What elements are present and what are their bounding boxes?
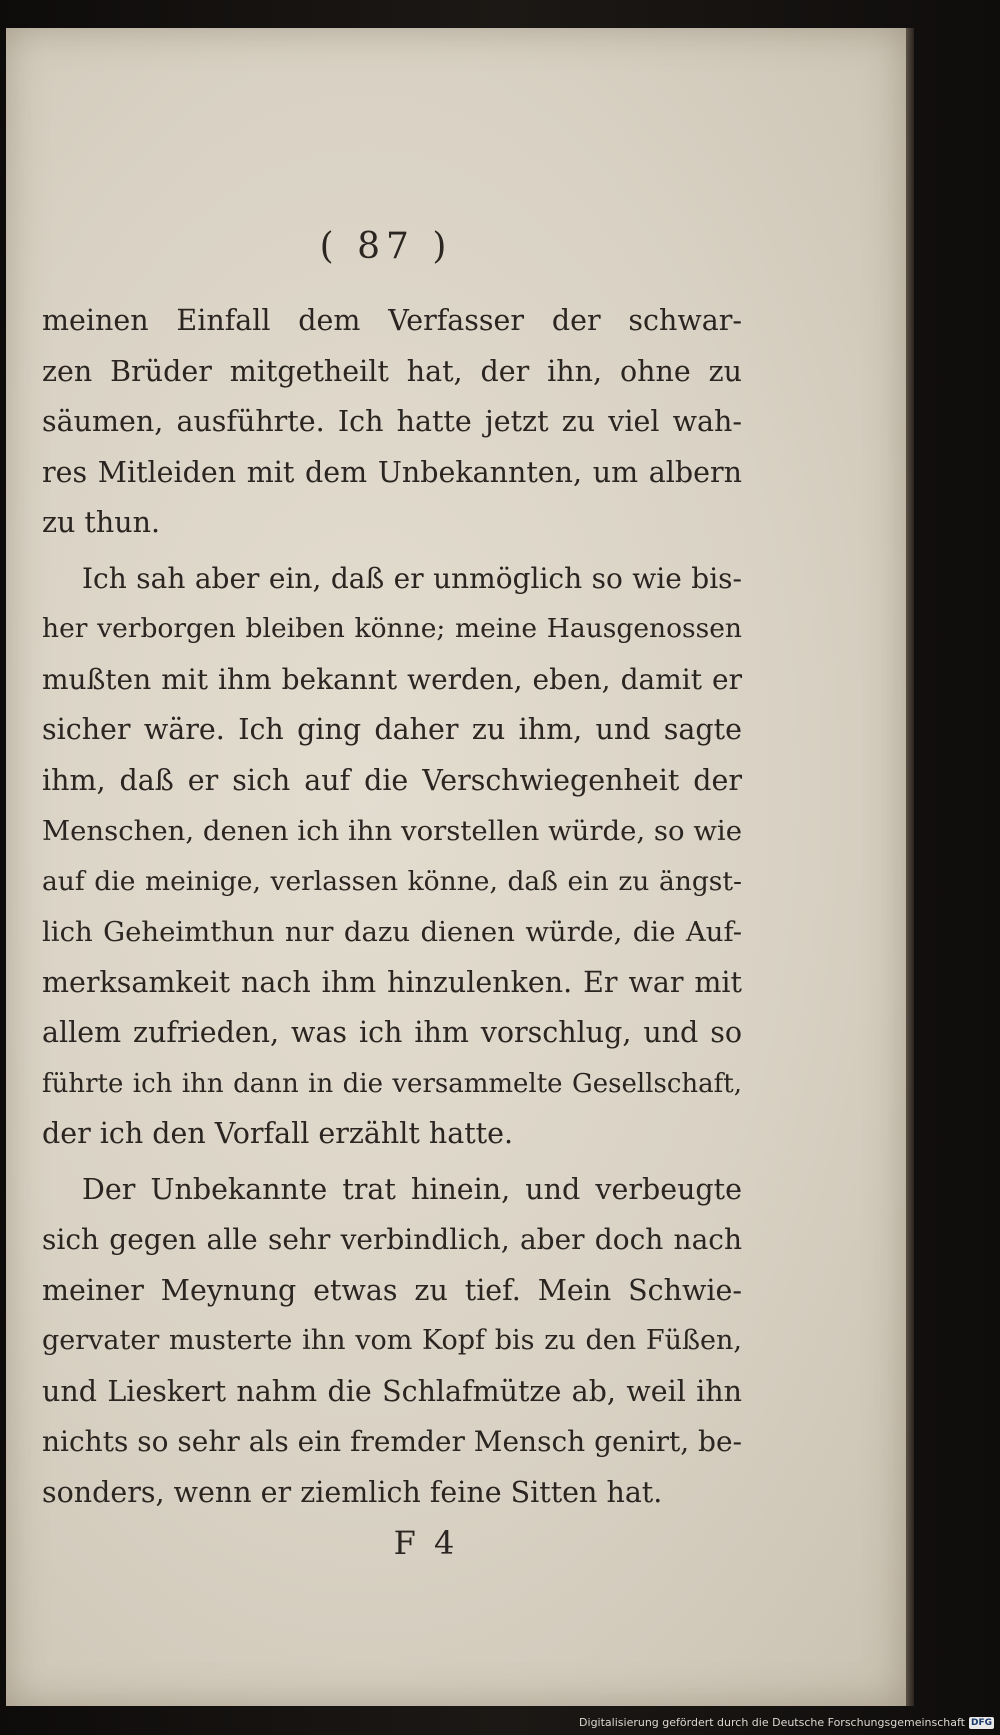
text-line: meiner Meynung etwas zu tief. Mein Schwie- bbox=[42, 1273, 742, 1307]
text-line: und Lieskert nahm die Schlafmütze ab, weil ihn bbox=[42, 1374, 742, 1408]
text-line: ihm, daß er sich auf die Verschwiegenheit der bbox=[42, 763, 742, 797]
text-line: Ich sah aber ein, daß er unmöglich so wie bis- bbox=[82, 561, 742, 595]
page-edge bbox=[906, 28, 914, 1706]
page-number-header: ( 87 ) bbox=[319, 226, 453, 267]
text-line: gervater musterte ihn vom Kopf bis zu den Füßen, bbox=[42, 1325, 742, 1356]
text-line: allem zufrieden, was ich ihm vorschlug, und so bbox=[42, 1016, 742, 1049]
text-line: mußten mit ihm bekannt werden, eben, damit er bbox=[42, 662, 742, 696]
text-line: zu thun. bbox=[42, 506, 161, 539]
text-line: auf die meinige, verlassen könne, daß ein zu ängst- bbox=[42, 865, 742, 897]
text-line: sich gegen alle sehr verbindlich, aber doch nach bbox=[42, 1223, 742, 1256]
text-line: sonders, wenn er ziemlich feine Sitten hat. bbox=[42, 1475, 663, 1509]
text-line: meinen Einfall dem Verfasser der schwar- bbox=[42, 304, 742, 337]
text-line: merksamkeit nach ihm hinzulenken. Er war mit bbox=[42, 965, 742, 999]
text-line: res Mitleiden mit dem Unbekannten, um albern bbox=[42, 455, 742, 489]
text-line: zen Brüder mitgetheilt hat, der ihn, ohne zu bbox=[42, 354, 742, 388]
sheet-signature: F 4 bbox=[393, 1524, 459, 1562]
text-line: Menschen, denen ich ihn vorstellen würde, so wie bbox=[42, 815, 742, 847]
body-text bbox=[42, 296, 742, 1518]
text-line: der ich den Vorfall erzählt hatte. bbox=[42, 1117, 514, 1150]
text-line: säumen, ausführte. Ich hatte jetzt zu viel wah- bbox=[42, 405, 742, 438]
text-line: lich Geheimthun nur dazu dienen würde, die Auf- bbox=[42, 916, 742, 948]
digitization-credit bbox=[579, 1716, 994, 1729]
text-line: führte ich ihn dann in die versammelte Gesellschaft, bbox=[42, 1068, 742, 1099]
credit-text: Digitalisierung gefördert durch die Deutsche Forschungsgemeinschaft bbox=[579, 1716, 965, 1729]
text-line: nichts so sehr als ein fremder Mensch genirt, be- bbox=[42, 1425, 742, 1458]
book-page bbox=[6, 28, 906, 1706]
text-line: her verborgen bleiben könne; meine Hausgenossen bbox=[42, 613, 742, 644]
text-line: sicher wäre. Ich ging daher zu ihm, und sagte bbox=[42, 713, 742, 746]
text-line: Der Unbekannte trat hinein, und verbeugte bbox=[82, 1172, 742, 1206]
dfg-logo: DFG bbox=[970, 1717, 992, 1728]
